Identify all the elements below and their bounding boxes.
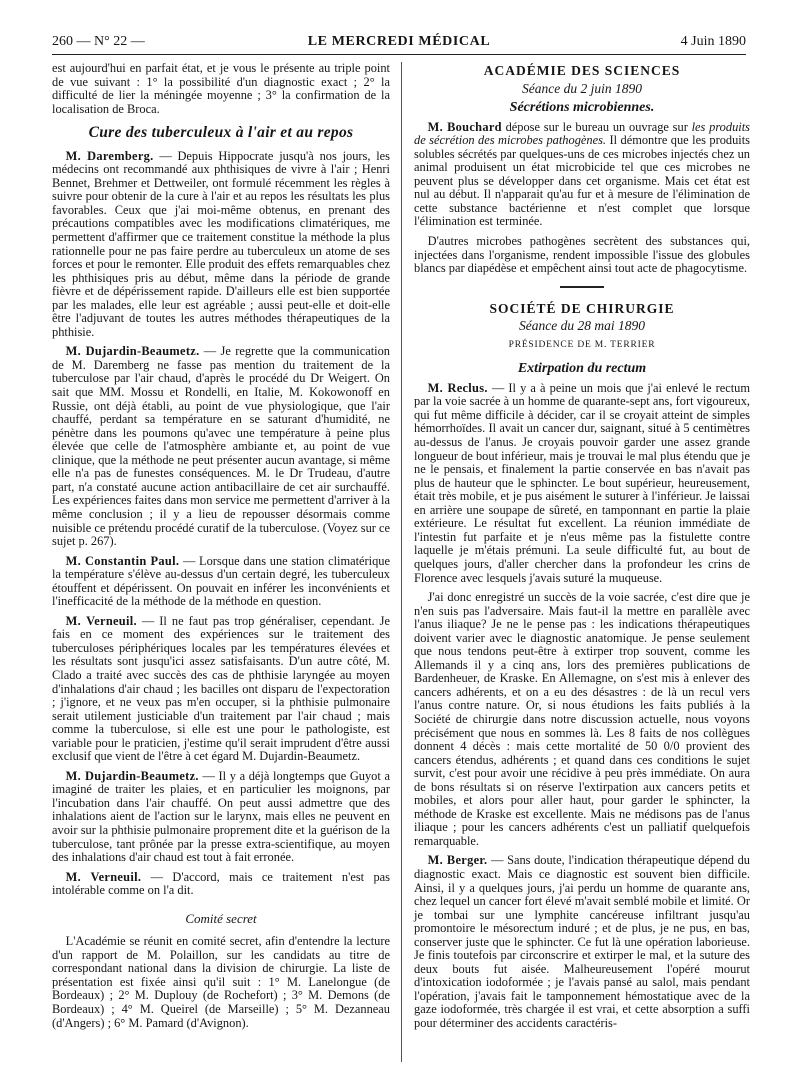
comite-secret-title: Comité secret	[185, 910, 257, 926]
paragraph-constantin-paul	[52, 555, 390, 609]
paragraph-microbes: D'autres microbes pathogènes secrètent des substances qui, injectées dans l'organisme, rendent impossible l'issue des globules blancs par diapédèse et empêchent ainsi tout acte de phagocytisme.	[414, 234, 750, 276]
speaker-name: M. Dujardin-Beaumetz.	[65, 768, 199, 783]
paragraph-comite-secret: L'Académie se réunit en comité secret, afin d'entendre la lecture d'un rapport de M. Polaillon, sur les candidats au titre de correspondant national dans la division de chirurgie. La liste de présentation est fixée ainsi qu'il suit : 1° M. Lanelongue (de Bordeaux) ; 2° M. Duplouy (de Rochefort) ; 3° M. Demons (de Bordeaux) ; 4° M. Queirel (de Marseille) ; 5° M. Dezanneau (d'Angers) ; 6° M. Pamard (d'Avignon).	[52, 934, 390, 1030]
paragraph-dujardin-beaumetz-2	[52, 770, 390, 865]
speaker-name: M. Berger.	[427, 853, 488, 868]
header-rule	[52, 54, 746, 55]
paragraph-text: dépose sur le bureau un ouvrage sur	[501, 119, 692, 134]
paragraph-reclus	[414, 382, 750, 585]
societe-session-date: Séance du 28 mai 1890	[519, 318, 645, 334]
paragraph-text: — Il y a déjà longtemps que Guyot a imaginé de traiter les plaies, et en particulier les moignons, par l'incubation dans l'air chauffé. On peut aussi admettre que des inhalations aient de l'action sur le larynx, mais elles ne peuvent en avoir sur la phthisie pulmonaire proprement dite et la guérison de la tuberculose, tant prônée par la presse extra-scientifique, au moyen des inhalations d'air chaud est tout à fait erronée.	[52, 768, 390, 865]
paragraph-text: — D'accord, mais ce traitement n'est pas intolérable comme on l'a dit.	[52, 869, 390, 898]
paragraph-verneuil-2	[52, 871, 390, 898]
issue-date: 4 Juin 1890	[680, 34, 746, 49]
academie-section-title: Sécrétions microbiennes.	[509, 100, 655, 116]
paragraph-dujardin-beaumetz-1	[52, 345, 390, 548]
academie-session-date: Séance du 2 juin 1890	[522, 80, 642, 96]
left-column	[52, 62, 390, 1036]
paragraph-text: — Il y a à peine un mois que j'ai enlevé le rectum par la voie sacrée à un homme de quarante-sept ans, fort vigoureux, qui fut même difficile à décider, car il se croyait atteint de simples hémorrhoïdes. Il avait un cancer dur, saignant, situé à 5 centimètres au-dessus de l'anus. Je croyais pouvoir garder une assez grande longueur de bout inférieur, mais je trouvai le mal plus étendu que je ne le pensais, et finalement la partie conservée en bas n'avait pas plus de hauteur que le sphincter. Le bout supérieur, heureusement, était très mobile, et je pus aisément le suturer à l'inférieur. Je laissai en arrière une soupape de sûreté, en tamponnant en partie la plaie extérieure. Le résultat fut excellent. La réunion immédiate de l'intestin fut parfaite et je n'eus même pas la fistulette contre laquelle je m'étais prémuni. La seule difficulté fut, au bout de quelques jours, d'aller chercher dans la profondeur les crins de Florence avec lesquels j'avais suturé la muqueuse.	[414, 380, 750, 585]
paragraph-berger	[414, 854, 750, 1030]
section-separator	[560, 286, 604, 288]
speaker-name: M. Verneuil.	[65, 613, 137, 628]
speaker-name: M. Dujardin-Beaumetz.	[65, 344, 200, 359]
paragraph-daremberg	[52, 150, 390, 340]
speaker-name: M. Reclus.	[427, 380, 488, 395]
societe-title: SOCIÉTÉ DE CHIRURGIE	[489, 300, 675, 316]
paragraph-verneuil-1	[52, 615, 390, 764]
page-header	[52, 34, 746, 52]
column-divider	[401, 62, 402, 1062]
right-column	[414, 62, 750, 1037]
page-number: 260 — N° 22 —	[52, 34, 145, 49]
speaker-name: M. Daremberg.	[65, 148, 154, 163]
academie-title: ACADÉMIE DES SCIENCES	[483, 63, 681, 78]
intro-paragraph: est aujourd'hui en parfait état, et je vous le présente au triple point de vue suivant : 1° la possibilité d'un diagnostic exact ; 2° la difficulté de lier la méningée moyenne ; 3° la confirmation de la localisation de Broca.	[52, 61, 390, 116]
extirpation-title: Extirpation du rectum	[517, 361, 647, 377]
paragraph-text: — Depuis Hippocrate jusqu'à nos jours, les médecins ont recommandé aux phthisiques de vivre à l'air ; Henri Bennet, Brehmer et Dettweiler, ont formulé récemment les règles à suivre pour obtenir de la cure à l'air et au repos les résultats les plus favorables. Ceux que j'ai moi-même obtenus, en prenant des précautions compatibles avec les modifications climatériques, me permettent d'affirmer que ce traitement constitue la méthode la plus rationnelle pour ne pas faire perdre au tuberculeux un atome de ses forces et pour le remonter. Elle produit des effets remarquables chez les phthisiques pris au début, même dans la période de grande fièvre et de dépérissement rapide. D'ailleurs elle est bien supportée par les malades, elle leur est agréable ; aussi peut-elle et doit-elle être l'adjuvant de toutes les autres méthodes thérapeutiques de la phthisie.	[52, 148, 390, 339]
paragraph-text: — Je regrette que la communication de M. Daremberg ne fasse pas mention du traitement de la tuberculose par l'air chaud, d'après le procédé du Dr Weigert. On sait que MM. Mossu et Rondelli, en Italie, M. Kokowonoff en Russie, ont déjà établi, au point de vue physiologique, que l'air chauffé, perdant sa température en se saturant d'humidité, ne pénètre dans les poumons qu'avec une température à peine plus élevée que celle de l'atmosphère ambiante et, au point de vue clinique, que la méthode ne peut présenter aucun avantage, si même elle n'a pas de funestes conséquences. M. le Dr Trudeau, d'autre part, n'a constaté aucune action antibacillaire de cet air surchauffé. Les expériences faites dans mon service me permettent d'arriver à la même conclusion ; il y a lieu de repousser désormais comme nuisible ce prétendu procédé curatif de la tuberculose. (Voyez sur ce sujet p. 267).	[52, 344, 391, 549]
book-title: les produits de sécrétion des microbes pathogènes.	[414, 119, 750, 148]
paragraph-text: — Il ne faut pas trop généraliser, cependant. Je fais en ce moment des expériences sur le traitement des tuberculoses périphériques locales par les températures élevées et les résultats sont jusqu'ici assez satisfaisants. D'un autre côté, M. Clado a traité avec succès des cas de phthisie laryngée au moyen d'inhalations d'air chaud ; les bacilles ont disparu de l'expectoration ; j'ignore, et ne veux pas m'en occuper, si la phthisie pulmonaire serait utilement justiciable d'un traitement par l'air chaud ; mais comme la tuberculose, si elle est une pour le pathologiste, est variable pour le praticien, j'estime qu'il serait imprudent d'être aussi exclusif que vient de l'être à cet égard M. Dujardin-Beaumetz.	[52, 613, 390, 764]
speaker-name: M. Verneuil.	[65, 869, 142, 884]
paragraph-text: — Lorsque dans une station climatérique la température s'élève au-dessus d'un certain degré, les tuberculeux étouffent et dépérissent. On pouvait en inférer les inconvénients et l'inefficacité de la méthode de la méthode en question.	[52, 553, 390, 609]
speaker-name: M. Constantin Paul.	[65, 553, 180, 568]
paragraph-text: — Sans doute, l'indication thérapeutique dépend du diagnostic exact. Mais ce diagnostic est souvent bien difficile. Ainsi, il y a quelques jours, j'ai perdu un homme de quarante ans, chez lequel un cancer fort élevé m'avait semblé mobile et limité. Or je tombai sur une lymphite cancéreuse infiltrant jusqu'au promontoire le mésorectum induré ; et de plus, je ne pus, en bas, conserver juste que le sphincter. Ce fut là une opération laborieuse. Je finis toutefois par circonscrire et extirper le mal, et la suture des deux bouts fut aisée. Malheureusement l'opéré mourut d'intoxication iodoformée ; je l'avais pansé au salol, mais pendant l'opération, j'avais fait le tamponnement hémostatique avec de la gaze iodoformée, très chargée il est vrai, et cette absorption a suffi pour déterminer des accidents caractéris-	[414, 853, 750, 1030]
section-title-cure: Cure des tuberculeux à l'air et au repos	[88, 124, 354, 142]
speaker-name: M. Bouchard	[427, 119, 502, 134]
paragraph-reclus-2: J'ai donc enregistré un succès de la voie sacrée, c'est dire que je n'en suis pas l'adversaire. Mais faut-il la mettre en parallèle avec l'anus iliaque? Je ne le pense pas : les indications thérapeutiques doivent varier avec le diagnostic anatomique. Je pense seulement que nous tendons peut-être à extirper trop souvent, comme les Allemands il y a cinq ans, lors des premières publications de Bardenheuer, de Kraske. En Allemagne, on s'est mis à enlever des cancers adhérents, et on a eu des désastres : de là un recul vers l'anus contre nature. Or, si nous étudions les faits publiés à la Société de chirurgie dans notre discussion actuelle, nous voyons précisément que nous en sommes là. Les 8 faits de nos collègues donnent 4 décès : mais cette mortalité de 50 0/0 provient des cancers étendus, adhérents ; et quand dans ces conditions le sujet survit, c'est pour avoir une récidive à peu près immédiate. On aura de bons résultats si on réserve l'extirpation aux cancers petits et mobiles, et alors pour aller haut, pour garder le sphincter, la méthode de Kraske est excellente. Mais ne médisons pas de l'anus iliaque ; pour les cancers adhérents c'est un palliatif quelquefois remarquable.	[414, 590, 750, 848]
paragraph-text: Il démontre que les produits solubles sécrétés par quelques-uns de ces microbes injectés chez un animal produisent un état microbicide tel que ces microbes ne peuvent plus se développer dans cet organisme. Mais cet état est nul au début. Il n'apparait qu'au fur et à mesure de l'élimination de cette substance bactérienne et n'est complet que lorsque l'élimination est terminée.	[414, 133, 750, 229]
paragraph-bouchard	[414, 121, 750, 229]
presidence-line: PRÉSIDENCE DE M. TERRIER	[508, 339, 656, 350]
journal-title: LE MERCREDI MÉDICAL	[307, 34, 491, 49]
